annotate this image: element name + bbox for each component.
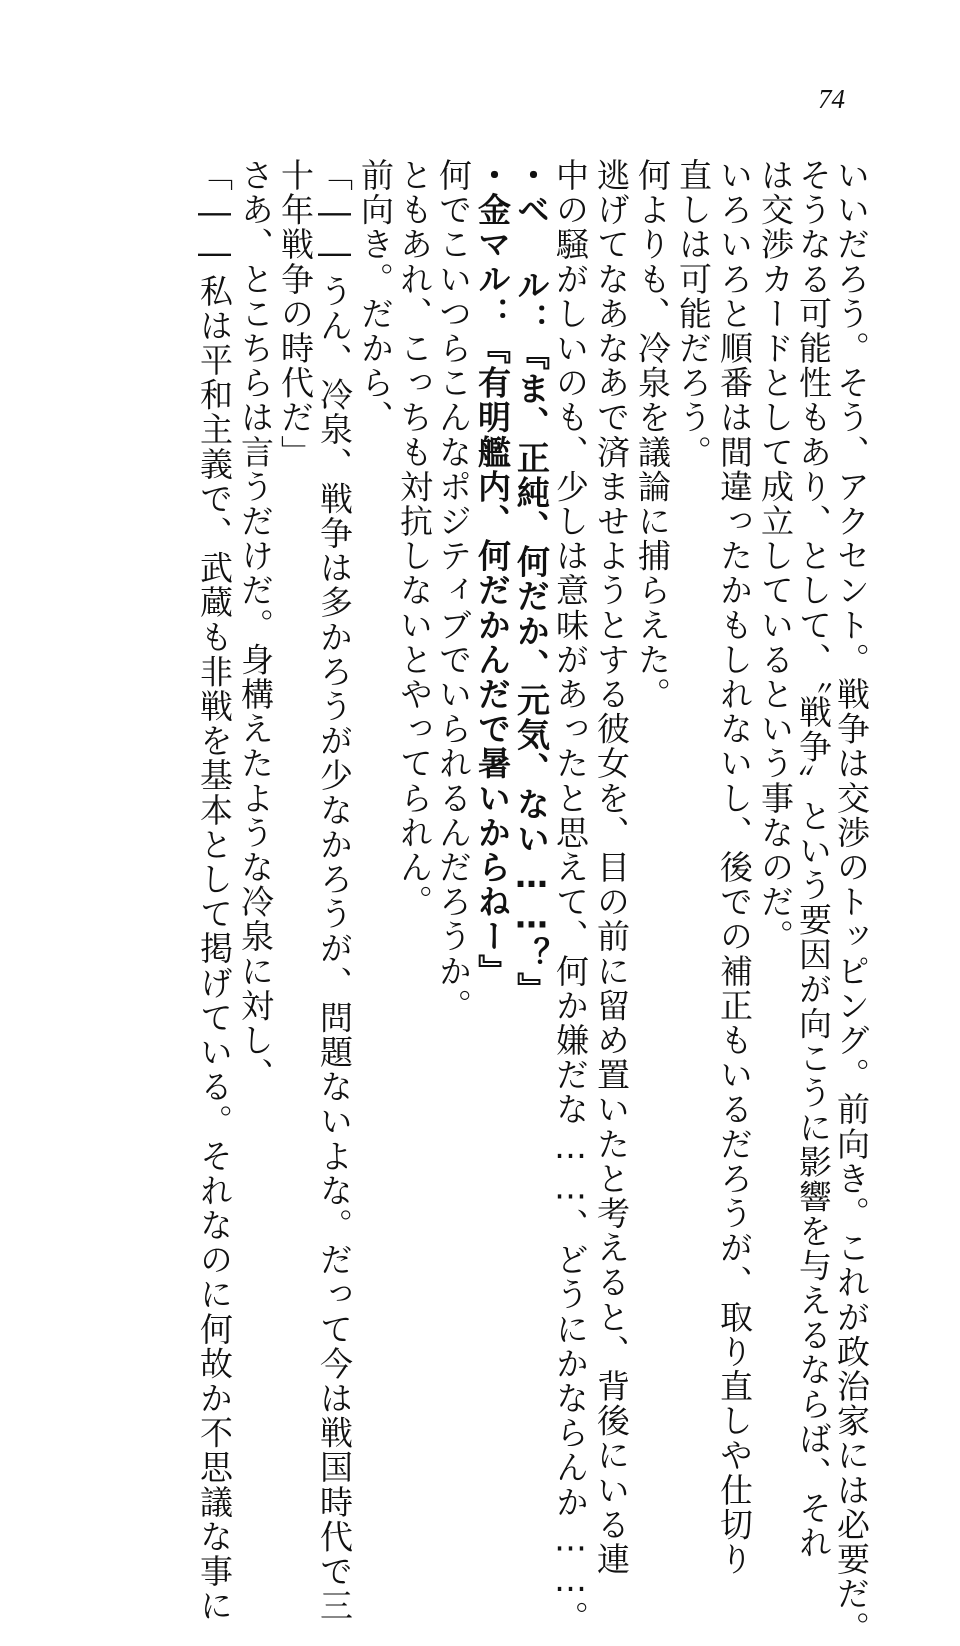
text-line: 中の騒がしいのも、少しは意味があったと思えて、何か嫌だな……、どうにかならんか……。 [551,158,590,1636]
dialogue-line: 「――うん、冷泉、戦争は多かろうが少なかろうが、問題ないよな。だって今は戦国時代で三 [315,158,354,1624]
vertical-text-body [195,158,871,1646]
text-line: 何よりも、冷泉を議論に捕らえた。 [633,158,672,712]
text-line: いいだろう。そう、アクセント。戦争は交渉のトッピング。前向き。これが政治家には必要だ。 [832,158,871,1646]
text-line: ともあれ、こっちも対抗しないとやってられん。 [395,158,434,920]
dialogue-line: 「――私は平和主義で、武蔵も非戦を基本として掲げている。それなのに何故か不思議な事に [195,158,234,1624]
text-line: いろいろと順番は間違ったかもしれないし、後での補正もいるだろうが、取り直しや仕切り [715,158,754,1577]
chat-line-kinmaru: ・金マル：『有明艦内、何だかんだで暑いからねー』 [473,158,512,989]
page-number: 74 [818,84,845,114]
dialogue-line: 十年戦争の時代だ」 [276,158,315,470]
text-line: さあ、とこちらは言うだけだ。身構えたような冷泉に対し、 [236,158,275,1093]
text-line: そうなる可能性もあり、として、〝戦争〟という要因が向こうに影響を与えるならば、それ [794,158,833,1561]
text-line: 直しは可能だろう。 [674,158,713,470]
text-line: 何でこいつらこんなポジティブでいられるんだろうか。 [434,158,473,1023]
text-line: 逃げてなあなあで済ませようとする彼女を、目の前に留め置いたと考えると、背後にいる連 [592,158,631,1577]
text-line: 前向き。だから、 [356,158,395,435]
text-line: は交渉カードとして成立しているという事なのだ。 [756,158,795,954]
chat-line-bell: ・ベ ル：『ま、正純、何だか、元気、ない……？』 [512,158,551,1007]
